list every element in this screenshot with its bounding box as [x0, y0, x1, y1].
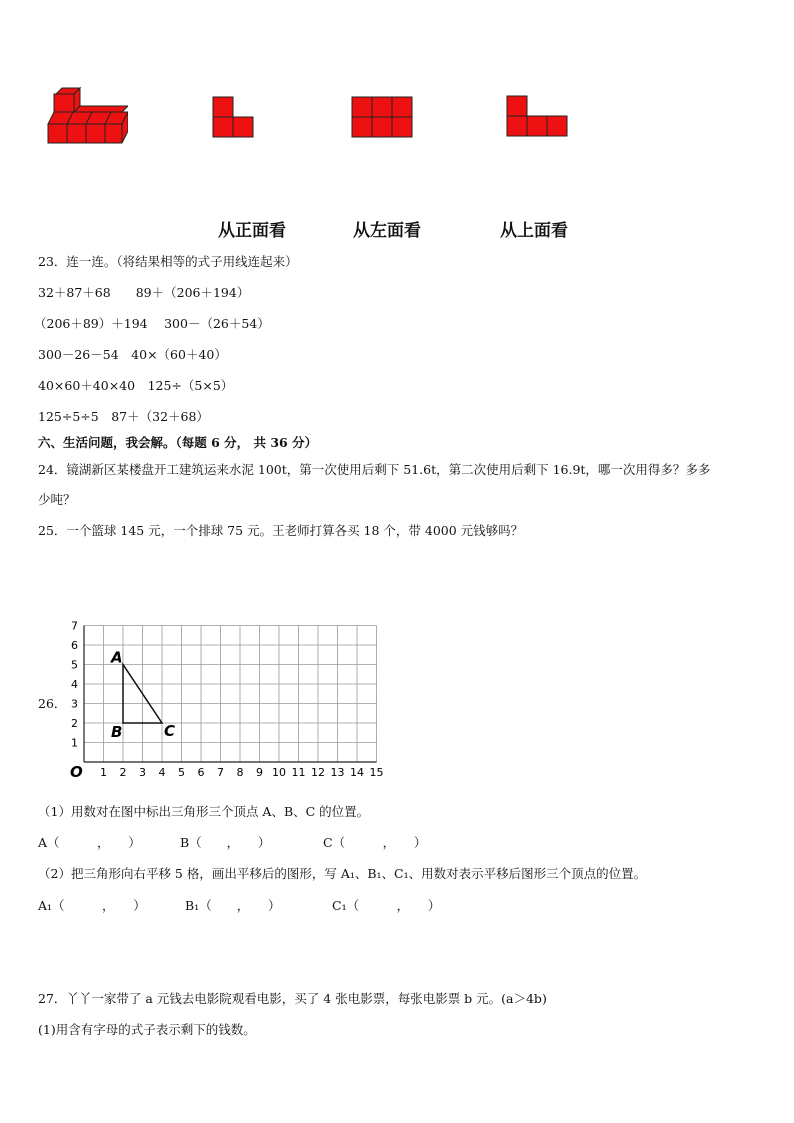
q24-text: 24．镜湖新区某楼盘开工建筑运来水泥 100t，第一次使用后剩下 51.6t，第二次使用后剩下 16.9t，哪一次用得多？多多 — [38, 462, 711, 477]
answer-b1: B₁（ ， ） — [185, 898, 281, 913]
x-tick-label: 6 — [197, 766, 205, 779]
x-tick-label: 7 — [217, 766, 224, 779]
q24-text-cont: 少吨？ — [38, 492, 76, 507]
front-view-label: 从正面看 — [218, 221, 286, 241]
section-title: 六、生活问题，我会解。（每题 6 分， 共 36 分） — [38, 435, 318, 450]
q23-row: （206＋89）＋194 300－（26＋54） — [34, 316, 270, 331]
top-view-label: 从上面看 — [500, 221, 568, 241]
vertex-label: C — [164, 722, 176, 740]
x-tick-label: 14 — [350, 766, 364, 779]
q23-row: 300－26－54 40×（60＋40） — [38, 347, 227, 362]
left-view-figure — [351, 96, 413, 138]
q23-title: 23．连一连。（将结果相等的式子用线连起来） — [38, 254, 298, 269]
q27-text: 27．丫丫一家带了 a 元钱去电影院观看电影，买了 4 张电影票，每张电影票 b 元。(a＞4b) — [38, 991, 547, 1006]
answer-c: C（ ， ） — [323, 835, 427, 850]
x-tick-label: 3 — [139, 766, 146, 779]
q25-text: 25．一个篮球 145 元，一个排球 75 元。王老师打算各买 18 个，带 4000 元钱够吗？ — [38, 523, 524, 538]
top-view-figure — [506, 95, 568, 137]
coordinate-grid — [62, 620, 392, 784]
q26-part1: （1）用数对在图中标出三角形三个顶点 A、B、C 的位置。 — [38, 804, 370, 819]
x-tick-label: 9 — [256, 766, 263, 779]
origin-label: O — [70, 763, 83, 781]
x-tick-label: 12 — [311, 766, 325, 779]
x-tick-label: 5 — [178, 766, 185, 779]
y-tick-label: 1 — [71, 736, 78, 750]
x-tick-label: 11 — [291, 766, 306, 779]
x-tick-label: 2 — [119, 766, 127, 779]
vertex-label: A — [111, 648, 123, 667]
x-tick-label: 15 — [369, 766, 384, 779]
answer-a: A（ ， ） — [38, 835, 141, 850]
q26-part2: （2）把三角形向右平移 5 格，画出平移后的图形，写 A₁、B₁、C₁、用数对表示平移后图形三个顶点的位置。 — [38, 866, 647, 881]
q27-part1: (1)用含有字母的式子表示剩下的钱数。 — [38, 1022, 256, 1037]
y-tick-label: 4 — [71, 678, 78, 691]
y-tick-label: 6 — [71, 639, 78, 652]
x-tick-label: 13 — [330, 766, 345, 779]
q23-row: 125÷5÷5 87＋（32＋68） — [38, 409, 209, 424]
y-tick-label: 7 — [71, 620, 78, 633]
y-tick-label: 5 — [71, 658, 78, 672]
x-tick-label: 1 — [100, 766, 107, 779]
y-tick-label: 2 — [71, 717, 78, 730]
x-tick-label: 4 — [158, 766, 166, 779]
y-tick-label: 3 — [71, 697, 78, 711]
x-tick-label: 8 — [236, 766, 244, 779]
q23-row: 40×60＋40×40 125÷（5×5） — [38, 378, 234, 393]
q26-number: 26． — [38, 696, 67, 711]
vertex-label: B — [111, 723, 123, 741]
answer-c1: C₁（ ， ） — [332, 898, 441, 913]
cube-solid-figure — [44, 84, 128, 146]
left-view-label: 从左面看 — [353, 221, 421, 241]
x-tick-label: 10 — [272, 766, 286, 779]
q23-row: 32＋87＋68 89＋（206＋194） — [38, 285, 250, 300]
answer-b: B（ ， ） — [180, 835, 271, 850]
front-view-figure — [212, 96, 256, 138]
answer-a1: A₁（ ， ） — [38, 898, 146, 913]
